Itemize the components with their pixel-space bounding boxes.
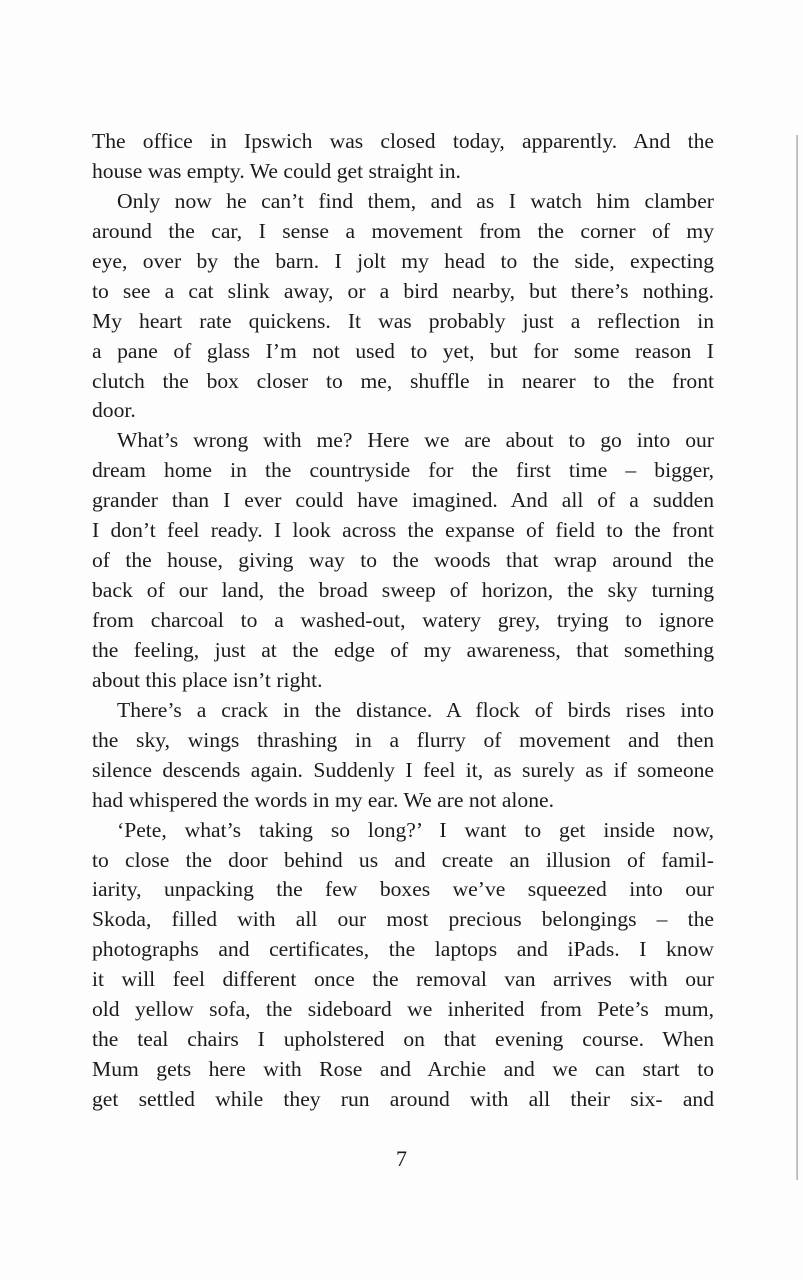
text-line: about this place isn’t right. [92, 667, 323, 692]
text-line: silence descends again. Suddenly I feel it, as surely as if someone [92, 757, 714, 782]
text-line: it will feel different once the removal van arrives with our [92, 967, 714, 992]
text-line: The office in Ipswich was closed today, apparently. And the [92, 129, 714, 153]
paragraph-3 [92, 426, 714, 695]
text-line: old yellow sofa, the sideboard we inherited from Pete’s mum, [92, 997, 714, 1022]
paragraph-1 [92, 127, 714, 187]
text-line: dream home in the countryside for the first time – bigger, [92, 458, 714, 483]
text-line: grander than I ever could have imagined. And all of a sudden [92, 488, 714, 513]
text-line: to close the door behind us and create an illusion of famil- [92, 847, 714, 872]
text-line: Skoda, filled with all our most precious belongings – the [92, 907, 714, 932]
text-line: door. [92, 398, 136, 423]
text-line: from charcoal to a washed-out, watery grey, trying to ignore [92, 608, 714, 632]
text-line: What’s wrong with me? Here we are about to go into our [117, 428, 714, 453]
text-line: back of our land, the broad sweep of horizon, the sky turning [92, 578, 714, 603]
text-line: photographs and certificates, the laptops and iPads. I know [92, 937, 714, 962]
text-line: around the car, I sense a movement from the corner of my [92, 218, 714, 243]
text-line: My heart rate quickens. It was probably just a reflection in [92, 308, 714, 333]
text-line: ‘Pete, what’s taking so long?’ I want to get inside now, [117, 817, 714, 842]
page-number: 7 [396, 1146, 407, 1171]
text-line: eye, over by the barn. I jolt my head to the side, expecting [92, 248, 714, 273]
paragraph-4 [92, 696, 714, 816]
text-line: the sky, wings thrashing in a flurry of movement and then [92, 727, 714, 752]
text-line: get settled while they run around with all their six- and [92, 1087, 714, 1111]
text-line: had whispered the words in my ear. We are not alone. [92, 787, 554, 812]
text-line: to see a cat slink away, or a bird nearby, but there’s nothing. [92, 278, 714, 303]
text-line: I don’t feel ready. I look across the expanse of field to the front [92, 518, 714, 543]
paragraph-2 [92, 187, 714, 427]
text-line: house was empty. We could get straight in. [92, 158, 461, 183]
text-line: There’s a crack in the distance. A flock of birds rises into [117, 697, 714, 722]
text-line: Mum gets here with Rose and Archie and we can start to [92, 1057, 714, 1082]
text-line: clutch the box closer to me, shuffle in nearer to the front [92, 368, 714, 393]
body-text [92, 127, 714, 1115]
paragraph-5 [92, 816, 714, 1115]
text-line: the feeling, just at the edge of my awareness, that something [92, 637, 714, 662]
text-line: Only now he can’t find them, and as I watch him clamber [117, 188, 714, 213]
text-line: of the house, giving way to the woods that wrap around the [92, 548, 714, 573]
page-edge-line [796, 135, 798, 1180]
text-line: the teal chairs I upholstered on that evening course. When [92, 1027, 714, 1052]
text-line: iarity, unpacking the few boxes we’ve squeezed into our [92, 877, 714, 902]
text-line: a pane of glass I’m not used to yet, but for some reason I [92, 338, 714, 363]
